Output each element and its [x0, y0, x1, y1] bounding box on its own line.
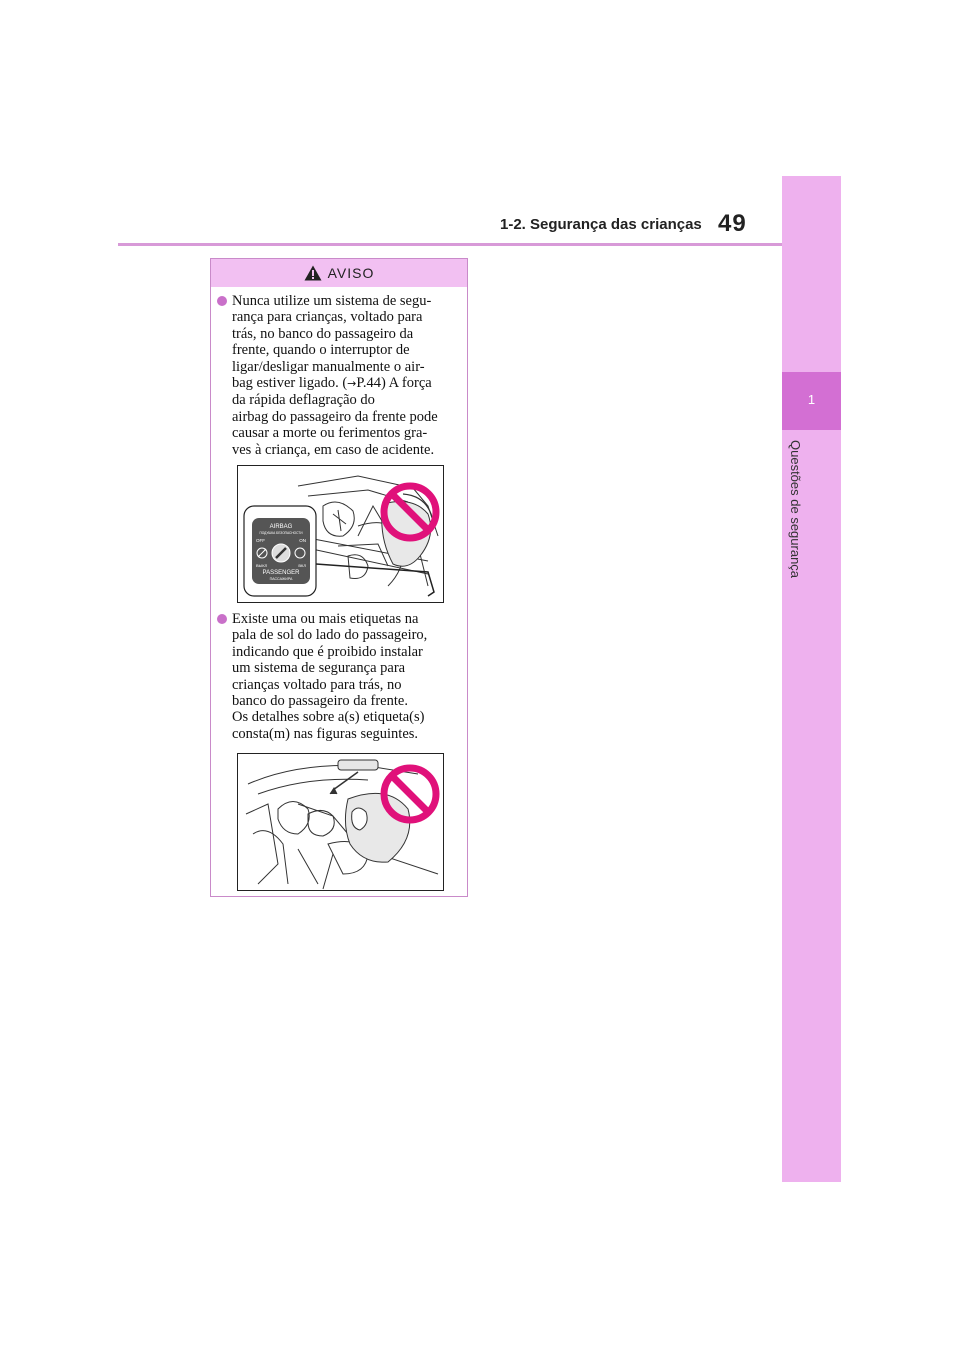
- text-line: um sistema de segurança para: [232, 660, 406, 677]
- section-title: 1-2. Segurança das crianças: [500, 216, 702, 233]
- warning-header: [211, 259, 467, 287]
- warning-item-1: [217, 293, 463, 458]
- warning-box: [210, 258, 468, 897]
- text-line: pala de sol do lado do passageiro,: [232, 627, 428, 644]
- warning-item-1-text: [232, 293, 463, 458]
- chapter-number: 1: [807, 392, 816, 407]
- warning-item-2-text: [232, 611, 463, 742]
- airbag-ru-label: ПОДУШКА БЕЗОПАСНОСТИ: [259, 531, 303, 535]
- off-label: OFF: [256, 538, 265, 543]
- warning-item-2: [217, 611, 463, 742]
- page-number: 49: [718, 210, 747, 237]
- text-line: trás, no banco do passageiro da: [232, 325, 414, 342]
- airbag-label: AIRBAG: [269, 524, 293, 530]
- arrow-icon: →: [347, 377, 357, 391]
- text-line: banco do passageiro da frente.: [232, 693, 408, 710]
- chapter-label: Questões de segurança: [788, 440, 803, 579]
- text-line: indicando que é proibido instalar: [232, 643, 423, 660]
- airbag-switch-illustration: [237, 465, 444, 603]
- passenger-label: PASSENGER: [262, 570, 300, 576]
- text-line: ves à criança, em caso de acidente.: [232, 441, 435, 458]
- text-line: rança para crianças, voltado para: [232, 309, 423, 326]
- header-rule: [118, 243, 782, 246]
- text-line: crianças voltado para trás, no: [232, 676, 402, 693]
- text-fragment: bag estiver ligado. (: [232, 375, 348, 392]
- bullet-icon: [217, 614, 227, 624]
- text-line: Nunca utilize um sistema de segu-: [232, 293, 432, 309]
- off-ru-label: ВЫКЛ: [256, 563, 268, 568]
- text-line: [232, 375, 463, 392]
- passenger-ru-label: ПАССАЖИРА: [269, 577, 293, 581]
- warning-title: AVISO: [327, 265, 375, 281]
- text-line: airbag do passageiro da frente pode: [232, 408, 438, 425]
- on-ru-label: ВКЛ: [298, 563, 306, 568]
- warning-triangle-icon: [304, 265, 322, 281]
- text-line: Os detalhes sobre a(s) etiqueta(s): [232, 709, 425, 726]
- on-label: ON: [299, 538, 306, 543]
- page-reference: P.44) A força: [356, 375, 432, 392]
- text-line: frente, quando o interruptor de: [232, 342, 410, 359]
- text-line: Existe uma ou mais etiquetas na: [232, 611, 419, 627]
- text-line: ligar/desligar manualmente o air-: [232, 358, 425, 375]
- text-line: causar a morte ou ferimentos gra-: [232, 425, 428, 442]
- sun-visor-illustration: [237, 753, 444, 891]
- bullet-icon: [217, 296, 227, 306]
- text-line: da rápida deflagração do: [232, 392, 375, 409]
- chapter-side-tab: [782, 176, 841, 1182]
- text-line: consta(m) nas figuras seguintes.: [232, 725, 419, 742]
